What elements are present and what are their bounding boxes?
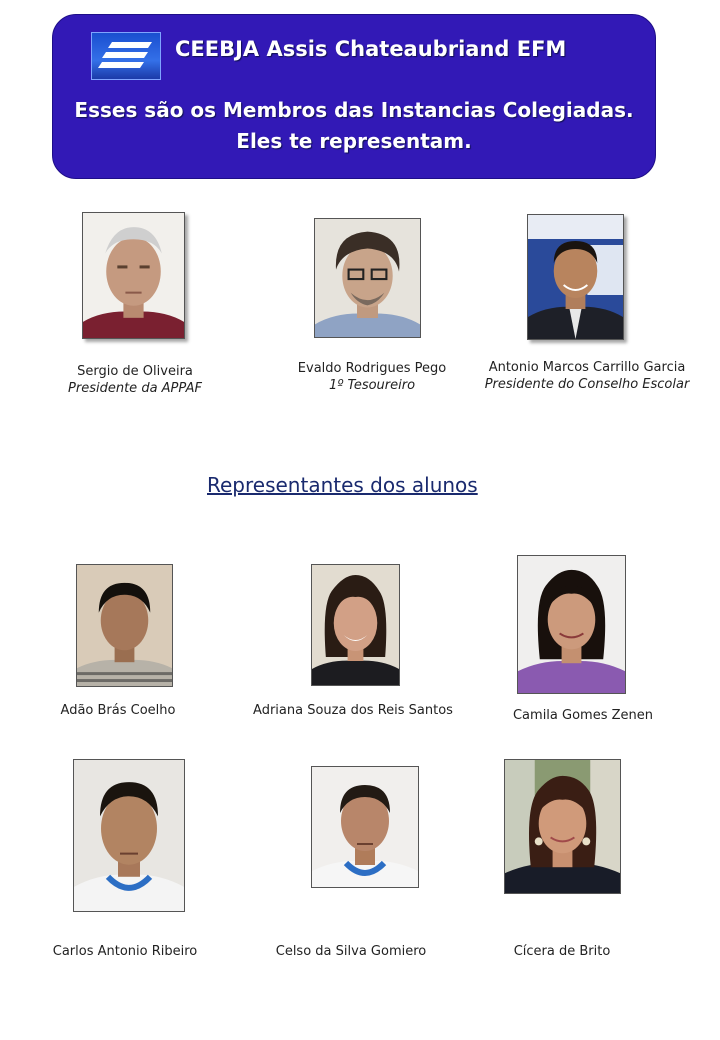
students-section-heading: Representantes dos alunos [207, 473, 478, 497]
student-card-carlos [44, 944, 206, 959]
subtitle-line-2: Eles te representam. [236, 129, 472, 153]
member-card-sergio [60, 364, 210, 396]
student-photo-cicera [504, 759, 621, 894]
member-role: Presidente do Conselho Escolar [484, 377, 690, 392]
member-card-antonio [482, 360, 692, 392]
school-logo-icon [91, 32, 161, 80]
student-photo-adao [76, 564, 173, 687]
student-name: Cícera de Brito [513, 944, 611, 959]
student-photo-celso [311, 766, 419, 888]
header-banner [52, 14, 656, 179]
student-name: Adão Brás Coelho [60, 703, 176, 718]
student-photo-adriana [311, 564, 400, 686]
member-photo-sergio [82, 212, 185, 339]
banner-subtitle [53, 95, 655, 157]
subtitle-line-1: Esses são os Membros das Instancias Colegiadas. [74, 98, 634, 122]
student-name: Celso da Silva Gomiero [275, 944, 427, 959]
member-name: Antonio Marcos Carrillo Garcia [488, 360, 686, 375]
member-role: Presidente da APPAF [68, 381, 202, 396]
student-name: Camila Gomes Zenen [512, 708, 653, 723]
member-photo-evaldo [314, 218, 421, 338]
student-photo-camila [517, 555, 626, 694]
student-card-cicera [494, 944, 630, 959]
student-card-camila [505, 708, 661, 723]
student-card-adriana [250, 703, 456, 718]
member-name: Sergio de Oliveira [77, 364, 193, 379]
member-photo-antonio [527, 214, 624, 340]
student-name: Adriana Souza dos Reis Santos [253, 703, 453, 718]
member-name: Evaldo Rodrigues Pego [297, 361, 447, 376]
student-card-celso [266, 944, 436, 959]
member-role: 1º Tesoureiro [328, 378, 416, 393]
student-name: Carlos Antonio Ribeiro [52, 944, 198, 959]
student-photo-carlos [73, 759, 185, 912]
member-card-evaldo [292, 361, 452, 393]
student-card-adao [48, 703, 188, 718]
school-name: CEEBJA Assis Chateaubriand EFM [175, 37, 567, 61]
